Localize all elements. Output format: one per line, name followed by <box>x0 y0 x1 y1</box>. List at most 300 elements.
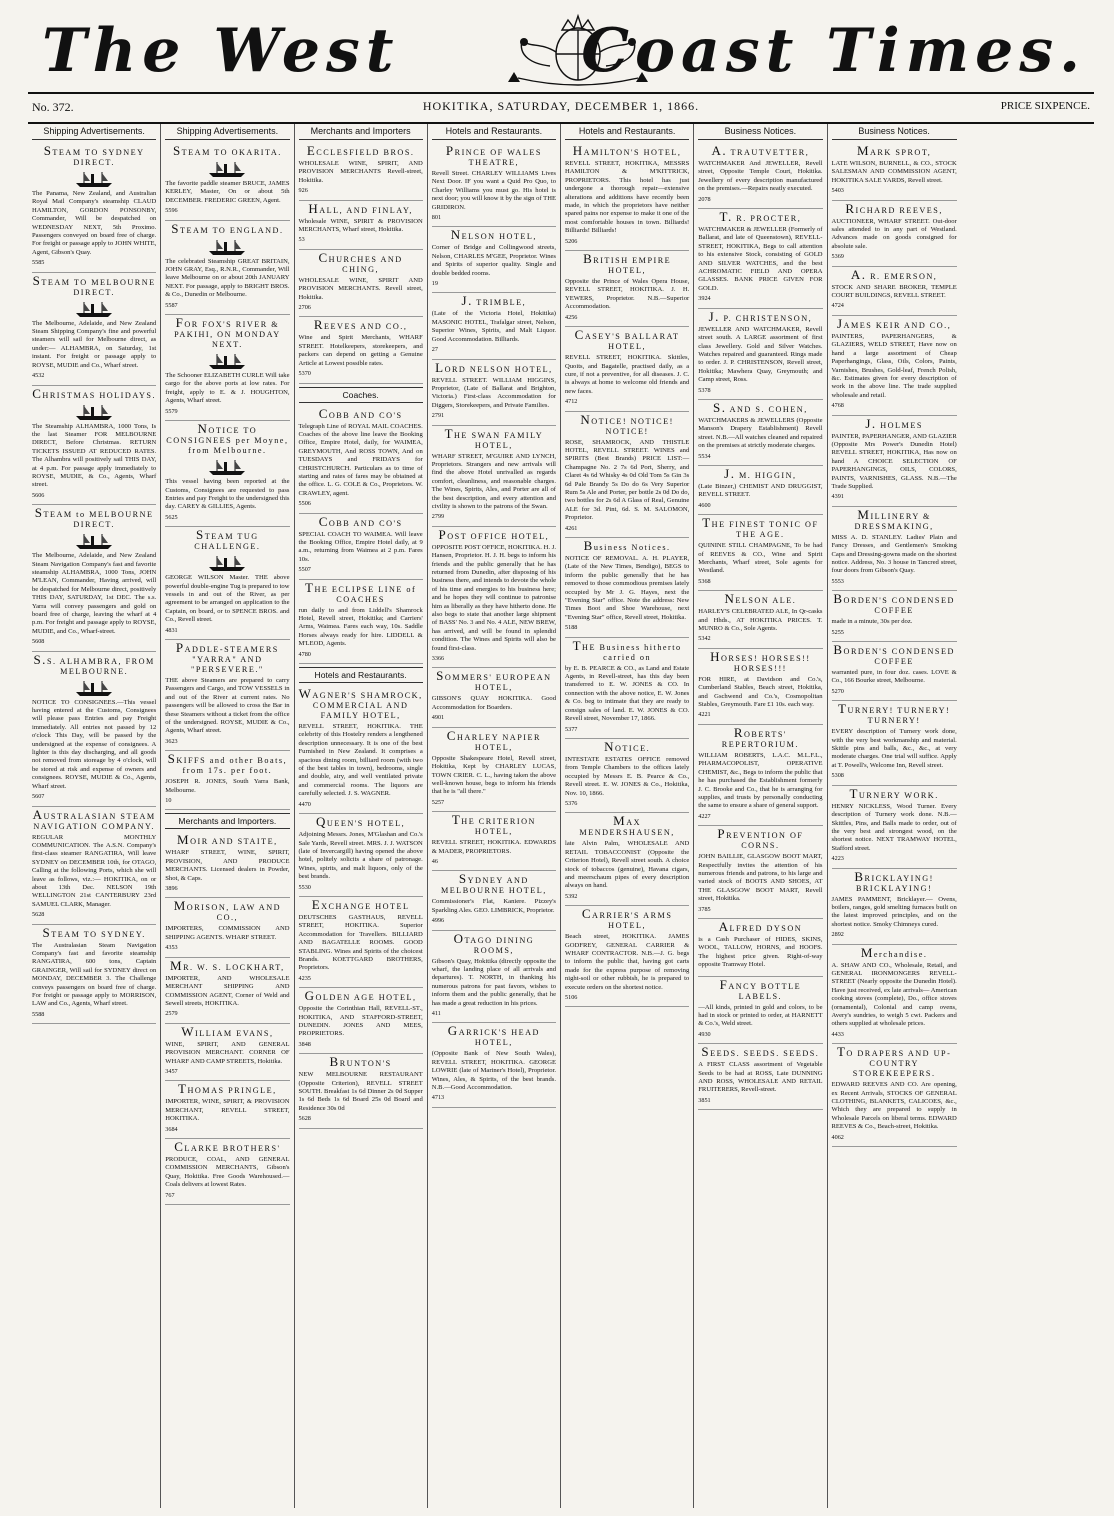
ad-number: 5370 <box>298 370 311 378</box>
ad-number: 5308 <box>831 772 844 780</box>
ad-body: Opposite the Corinthian Hall, REVELL-ST., HOKITIKA, AND STAFFORD-STREET, DUNEDIN. JONES AND MEES, PROPRIETORS. <box>298 1005 423 1038</box>
ad-title: REEVES AND CO., <box>313 317 408 333</box>
ad-body: QUININE STILL CHAMPAGNE, To be had of REEVES & CO., Wine and Spirit Merchants, Wharf street, Sole agents for Westland. <box>698 542 823 575</box>
ad-footer <box>832 931 957 939</box>
ad-number: 4780 <box>298 650 311 658</box>
advertisement <box>698 977 822 1045</box>
ad-body: (Late of the Victoria Hotel, Hokitika) MASONIC HOTEL, Trafalgar street, Nelson, Superior Wines, Spirits, and Malt Liquor. Good Accommodation. Billiards. <box>431 310 556 343</box>
advertisement <box>565 143 689 251</box>
advertisement <box>165 527 289 640</box>
ad-body: IMPORTER, AND WHOLESALE MERCHANT SHIPPING AND COMMISSION AGENT, Corner of Weld and Sewell streets, HOKITIKA. <box>165 974 290 1007</box>
ad-footer <box>565 726 689 734</box>
column-heading: Hotels and Restaurants. <box>432 124 556 140</box>
advertisement <box>432 871 556 930</box>
ad-title: BRITISH EMPIRE HOTEL, <box>583 251 672 276</box>
ad-body: DEUTSCHES GASTHAUS, REVELL STREET, HOKITIKA. Superior Accommodation for Travellers. BILLIARD AND BAGATELLE ROOMS. GOOD STABLING. Wines and Spirits of the choicest Brands. KOETTGARD BROTHERS, Proprietors. <box>298 913 423 972</box>
ad-body: AUCTIONEER, WHARF STREET. Out-door sales attended to in any part of Westland. Advances made on goods consigned for absolute sale. <box>831 217 957 250</box>
ad-footer <box>165 797 289 805</box>
advertisement <box>165 143 289 221</box>
ad-footer <box>32 492 156 500</box>
advertisement <box>165 315 289 421</box>
advertisement <box>832 642 957 701</box>
advertisement <box>832 786 957 869</box>
advertisement <box>432 227 556 293</box>
advertisement <box>565 813 689 906</box>
advertisement <box>432 143 556 227</box>
ad-body: IMPORTERS, COMMISSION AND SHIPPING AGENTS. WHARF STREET. <box>165 925 290 941</box>
ad-footer <box>698 1031 822 1039</box>
ad-body: REVELL STREET, HOKITIKA. Skittles, Quoits, and Bagatelle, practised daily, as a cure, if not a preventive, for all diseases. J. C. is always at home to welcome old friends and new faces. <box>565 354 690 395</box>
ad-title: S. AND S. COHEN, <box>712 399 808 415</box>
advertisement <box>565 906 689 1007</box>
column-7 <box>828 124 961 1508</box>
ad-footer <box>565 994 689 1002</box>
column-5 <box>561 124 694 1508</box>
ad-footer <box>698 502 822 510</box>
ad-body: by E. B. PEARCE & CO., as Land and Estate Agents, in Revell-street, has this day been transferred to E. W. JONES & CO. In connection with the above notice, E. W. Jones & Co. beg to intimate that they are ready to consign sales of land. E. W. JONES & CO. Revell street, November 17, 1866. <box>565 664 690 723</box>
dateline <box>28 92 1094 124</box>
ad-number: 5368 <box>698 577 711 585</box>
advertisement <box>32 505 156 651</box>
advertisement <box>832 591 957 642</box>
ad-body: WATCHMAKERS & JEWELLERS (Opposite Manson's Drapery Establishment) Revell street. N.B.—All watches cleaned and repaired on the premises at strictly moderate charges. <box>698 416 823 450</box>
ad-number: 4353 <box>165 944 178 952</box>
ad-number: 5587 <box>165 301 178 309</box>
ad-footer <box>165 207 289 215</box>
ad-title: FOR FOX'S RIVER & PAKIHI, ON MONDAY NEXT. <box>174 315 281 350</box>
advertisement <box>299 317 423 383</box>
ad-footer <box>832 187 957 195</box>
advertisement <box>32 143 156 273</box>
ad-number: 5377 <box>565 725 578 733</box>
ad-number: 3851 <box>698 1096 711 1104</box>
steamship-icon <box>74 532 114 550</box>
ad-footer <box>698 453 822 461</box>
advertisement <box>299 686 423 814</box>
advertisement <box>299 143 423 201</box>
ad-footer <box>299 651 423 659</box>
ad-title: WAGNER'S SHAMROCK, COMMERCIAL AND FAMILY HOTEL, <box>298 686 423 721</box>
ad-body: PAINTER, PAPERHANGER, AND GLAZIER (Opposite Mrs Power's Dunedin Hotel) REVELL STREET, HOKITIKA, Has now on hand A CHOICE SELECTION OF PAPERHANGINGS, OILS, COLORS, PAINTS, VARNISHES, GLASS. N.B.—The Trade Supplied. <box>831 432 957 490</box>
ad-title: HAMILTON'S HOTEL, <box>572 143 682 158</box>
advertisement <box>832 316 957 416</box>
ad-number: 5534 <box>698 452 711 460</box>
advertisement <box>299 814 423 897</box>
advertisement <box>432 293 556 359</box>
ad-footer <box>832 1031 957 1039</box>
masthead-title-left: The West <box>42 16 400 86</box>
column-4 <box>428 124 561 1508</box>
ad-title: NOTICE TO CONSIGNEES per Moyne, from Melbourne. <box>166 421 289 456</box>
ad-title: PRINCE OF WALES THEATRE, <box>445 143 542 167</box>
ad-number: 926 <box>298 187 308 195</box>
advertisement <box>565 638 689 739</box>
ad-footer <box>32 638 156 646</box>
ad-number: 5392 <box>565 892 578 900</box>
advertisement <box>698 400 822 466</box>
ad-number: 4712 <box>565 398 578 406</box>
advertisement <box>565 251 689 327</box>
ad-footer <box>165 944 289 952</box>
ad-footer <box>165 1010 289 1018</box>
ad-title: MOIR AND STAITE, <box>177 832 278 848</box>
advertisement <box>832 201 957 267</box>
ad-body: REVELL STREET, HOKITIKA, MESSRS HAMILTON & M'KITTRICK, PROPRIETORS. This hotel has just undergone a thorough repair—extensive alterations and additions have recently been made, in which the proprietors have neither spared pains nor expense to make it one of the most comfortable houses in town. Billiards! Billiards! Billiards! <box>565 160 690 235</box>
ad-title: SKIFFS and other Boats, from 17s. per foot. <box>167 751 288 776</box>
ad-number: 5588 <box>32 1010 45 1018</box>
advertisement <box>432 668 556 727</box>
ad-footer <box>299 187 423 195</box>
advertisement <box>299 988 423 1054</box>
ad-number: 3924 <box>698 295 711 303</box>
ad-number: 3896 <box>165 885 178 893</box>
ad-body: WHOLESALE WINE, SPIRIT, AND PROVISION MERCHANTS Revell-street, Hokitika. <box>298 160 423 184</box>
issue-number: No. 372. <box>32 100 74 114</box>
ad-title: TURNERY! TURNERY! TURNERY! <box>838 701 951 726</box>
ad-footer <box>432 214 556 222</box>
ad-title: EXCHANGE HOTEL <box>311 896 410 912</box>
advertisement <box>32 925 156 1025</box>
ad-title: MILLINERY & DRESSMAKING, <box>854 506 934 531</box>
ad-number: 4470 <box>298 800 311 808</box>
ad-body: WATCHMAKER And JEWELLER, Revell street, Opposite Temple Court, Hokitika. Jewellery of every description manufactured on the premises.—Repairs neatly executed. <box>698 160 823 193</box>
ad-number: 5585 <box>32 259 45 267</box>
advertisement <box>698 209 822 309</box>
ad-title: TURNERY WORK. <box>849 785 939 801</box>
ad-footer <box>299 566 423 574</box>
ad-number: 19 <box>431 280 438 288</box>
ad-footer <box>432 1094 556 1102</box>
ad-body: HENRY NICKLESS, Wood Turner. Every description of Turnery work done. N.B.—Skittles, Pins, and Balls made to order, out of the very best and strongest wood, on the shortest notice. NEXT TRAMWAY HOTEL, Stafford street. <box>831 802 957 852</box>
advertisement <box>832 507 957 591</box>
ad-footer <box>565 314 689 322</box>
ad-title: Merchandise. <box>860 944 928 960</box>
ad-footer <box>432 1010 556 1018</box>
ad-number: 5596 <box>165 207 178 215</box>
ad-body: NOTICE OF REMOVAL. A. H. PLAYER, (Late of the New Times, Bendigo), BEGS to inform the public generally that he has removed to those commodious premises lately occupied by Mr J. G. Hayes, next the "Evening Star" office. Note the address: New Times Boot and Shoe Warehouse, next "Evening Star" office, Revell street, Hokitika. <box>565 555 690 621</box>
ad-body: A. SHAW AND CO., Wholesale, Retail, and GENERAL IRONMONGERS REVELL-STREET (Nearly opposite the Dunedin Hotel). Have just received, ex late arrivals— American cooking stoves (complete), Do., office stoves (ornamental), Colonial and camp ovens, Avery's sundries, to weigh 5 cwt. Packers and others supplied at wholesale prices. <box>831 961 957 1028</box>
ad-number: 4901 <box>431 714 445 722</box>
ad-body: is a Cash Purchaser of HIDES, SKINS, WOOL, TALLOW, HORNS, and HOOFS. The highest price given. Right-of-way opposite Tramway Hotel. <box>698 935 823 969</box>
column-heading: Business Notices. <box>698 124 822 140</box>
ad-body: HARLEY'S CELEBRATED ALE, In Qr-casks and Hhds., AT HOKITIKA PRICES. T. MUNRO & Co., Sole Agents. <box>698 608 823 633</box>
ad-body: NOTICE TO CONSIGNEES.—This vessel having entered at the Customs, Consignees will please pass Entries and pay Freight immediately. All entries not passed by 12 o'clock This Day, will be passed by the undersigned at the expense of consignees. A lighter is this day discharging, and all goods not removed from storeage by 4 o'clock, will be stored at risk and expense of owners and consignees. ROYSE, MUDIE & Co., Agents, Wharf street. <box>32 698 157 790</box>
ad-footer <box>432 280 556 288</box>
advertisement <box>698 466 822 515</box>
ad-body: REGULAR MONTHLY COMMUNICATION. The A.S.N. Company's first-class steamer RANGATIRA, Will leave SYDNEY on DECEMBER 10th, for OTAGO, Calling at the following Ports, which she will leave as follows, viz.:— HOKITIKA, on or about 13th Dec. NELSON 19th WELLINGTON 21st CANTERBURY 23rd SAMUEL CLARK, Manager. <box>32 833 157 908</box>
advertisement <box>165 1024 289 1082</box>
ad-number: 5530 <box>298 883 311 891</box>
advertisement <box>432 426 556 527</box>
advertisement <box>299 514 423 580</box>
ad-title: GOLDEN AGE HOTEL, <box>304 988 417 1004</box>
ad-title: STEAM TO SYDNEY. <box>42 924 146 940</box>
ad-number: 4221 <box>698 711 711 719</box>
ad-title: NELSON HOTEL, <box>450 227 537 243</box>
ad-title: STEAM TO OKARITA. <box>172 143 282 158</box>
ad-footer <box>299 1041 423 1049</box>
advertisement <box>698 515 822 591</box>
ad-body: EVERY description of Turnery work done, with the very best workmanship and material. Skittle pins and balls, &c., &c., at very moderate charges. One trial will suffice. Apply at T. Powell's, Welcome Inn, Revell street. <box>831 728 957 769</box>
ad-footer <box>565 800 689 808</box>
ad-title: OTAGO DINING ROOMS, <box>453 930 535 955</box>
ad-body: Revell Street. CHARLEY WILLIAMS Lives Next Door. IF you want a Quid Pro Quo, to Charley Williams you must go. His hotel is next door; you will know it by the sign of THE GRIDIRON. <box>431 170 556 211</box>
advertisement <box>165 958 289 1024</box>
advertisement <box>698 725 822 826</box>
ad-title: S.S. ALHAMBRA, FROM MELBOURNE. <box>33 651 155 676</box>
advertisement <box>32 386 156 506</box>
advertisement <box>299 406 423 514</box>
ad-title: BRICKLAYING! BRICKLAYING! <box>854 868 934 893</box>
advertisement <box>832 416 957 507</box>
ad-number: 5255 <box>831 628 844 636</box>
ad-footer <box>432 917 556 925</box>
ad-footer <box>432 513 556 521</box>
ad-number: 5606 <box>32 491 45 499</box>
ad-footer <box>832 493 957 501</box>
ad-title: SEEDS. SEEDS. SEEDS. <box>701 1044 820 1060</box>
ad-body: Opposite Shakespeare Hotel, Revell street, Hokitika, Kept by CHARLEY LUCAS, TOWN CRIER. C. L., having taken the above well-known house, begs to inform his friends that he is "all there." <box>431 754 556 796</box>
ad-title: CHRISTMAS HOLIDAYS. <box>32 385 156 401</box>
steamship-icon <box>74 170 114 188</box>
ad-number: 53 <box>298 236 305 244</box>
ad-body: REVELL STREET, HOKITIKA. THE celebrity of this Hostelry renders a lengthened description unnecessary. It is one of the best Furnished in New Zealand. It comprises a spacious dining room, billiard room (with two of the best tables in town), bedrooms, single and double, airy, and well ventilated private and commercial rooms. The liquors are carefully selected. J. S. WAGNER. <box>298 723 423 798</box>
column-heading: Merchants and Importers <box>299 124 423 140</box>
ad-footer <box>32 911 156 919</box>
column-heading: Hotels and Restaurants. <box>565 124 689 140</box>
ad-number: 4261 <box>565 524 578 532</box>
ad-title: J. P. CHRISTENSON, <box>708 308 813 324</box>
steamship-icon <box>74 403 114 421</box>
advertisement <box>165 832 289 898</box>
ad-footer <box>299 884 423 892</box>
advertisement <box>299 250 423 318</box>
ad-body: The Schooner ELIZABETH CURLE Will take cargo for the above ports at low rates. For freight, apply to E. & J. HOUGHTON, Agents, Wharf street. <box>165 372 290 405</box>
ad-number: 5369 <box>831 253 844 261</box>
ad-body: GEORGE WILSON Master. THE above powerful double-engine Tug is prepared to tow vessels in and out of the River, as per agreement to be arranged on application to the Captain, on board, or to SPENCE BROS. and Co., Revell street. <box>165 574 290 624</box>
ad-body: The Melbourne, Adelaide, and New Zealand Steam Shipping Company's fine and powerful steamers will sail for Melbourne direct, as under:— ALHAMBRA, on Saturday, 1st instant. For freight or passage apply to ROYSE, MUDIE and Co., Wharf street. <box>32 319 157 369</box>
masthead <box>28 10 1094 90</box>
ad-footer <box>32 372 156 380</box>
ad-number: 5188 <box>565 624 578 632</box>
ad-title: CHARLEY NAPIER HOTEL, <box>446 727 541 752</box>
ad-title: BORDEN'S CONDENSED COFFEE <box>833 591 955 616</box>
ad-footer <box>832 402 957 410</box>
ad-footer <box>832 302 957 310</box>
ad-title: BRUNTON'S <box>329 1054 392 1070</box>
ad-body: Telegraph Line of ROYAL MAIL COACHES. Coaches of the above line leave the Booking Office, Empire Hotel, daily, for WAIMEA, GREYMOUTH, And ROSS TOWN, And on TUESDAYS and FRIDAYS for CHRISTCHURCH. Particulars as to time of starting and rates of fares may be obtained at the office. L. G. COLE & Co., Proprietors. W. CRAWLEY, agent. <box>298 422 423 497</box>
ad-footer <box>698 635 822 643</box>
ad-body: STOCK AND SHARE BROKER, TEMPLE COURT BUILDINGS, REVELL STREET. <box>831 283 957 300</box>
steamship-icon <box>207 458 247 476</box>
ad-body: ROSE, SHAMROCK, AND THISTLE HOTEL, REVELL STREET. WINES and SPIRITS (Best Brands) PRICE LIST:— Champagne No. 2 7s 6d Port, Sherry, and Claret 4s 6d Whisky 4s 0d Old Tom 5s Gin 3s 6d Pale Brandy 5s Do do 6s Very Superior Rum 5s Ale and Porter, per bottle 2s 0d Do do, two bottles for 2s 6d A Glass of Real, Genuine ALE for 3d. Pint, 6d. S. M. SALOMON, Proprietor. <box>565 438 690 522</box>
ad-footer <box>165 1068 289 1076</box>
section-heading: Hotels and Restaurants. <box>299 667 423 683</box>
steamship-icon <box>207 160 247 178</box>
ad-footer <box>165 1126 289 1134</box>
ad-number: 4930 <box>698 1030 711 1038</box>
ad-footer <box>832 772 957 780</box>
ad-title: WILLIAM EVANS, <box>181 1023 274 1039</box>
ad-number: 4256 <box>565 313 578 321</box>
ad-number: 4600 <box>698 501 711 509</box>
ad-title: TO DRAPERS AND UP-COUNTRY STOREKEEPERS. <box>836 1044 952 1079</box>
ad-body: EDWARD REEVES AND CO. Are opening, ex Recent Arrivals, STOCKS OF GENERAL CLOTHING, BLANKETS, CALICOES, &c., Which they are prepared to supply in Wholesale Parcels on liberal terms. EDWARD REEVES & Co., Beach-street, Hokitika. <box>831 1081 957 1131</box>
ad-number: 4235 <box>298 974 311 982</box>
ad-title: SYDNEY AND MELBOURNE HOTEL, <box>440 871 547 896</box>
advertisement <box>432 728 556 812</box>
ad-number: 27 <box>431 346 438 354</box>
advertisement <box>832 1044 957 1147</box>
ad-body: made in a minute, 30s per doz. <box>831 618 913 626</box>
ad-number: 2579 <box>165 1010 178 1018</box>
ad-footer <box>565 624 689 632</box>
ad-body: LATE WILSON, BURNELL, & CO., STOCK SALESMAN AND COMMISSION AGENT, HOKITIKA SALE YARDS, Revell street. <box>831 160 957 184</box>
ad-title: MARK SPROT, <box>856 143 932 158</box>
ad-footer <box>32 793 156 801</box>
ad-number: 10 <box>165 797 172 805</box>
ad-footer <box>698 295 822 303</box>
ad-body: Beach street, HOKITIKA. JAMES GODFREY, GENERAL CARRIER & WHARF CONTRACTOR. N.B.—J. G. begs to inform the public that, having got carts made for the express purpose of removing night-soil or other rubbish, he is prepared to execute orders on the shortest notice. <box>565 933 690 991</box>
ad-number: 4532 <box>32 372 45 380</box>
ad-title: STEAM TO SYDNEY DIRECT. <box>43 143 145 167</box>
advertisement <box>165 221 289 315</box>
ad-number: 4062 <box>831 1133 844 1141</box>
ad-number: 5625 <box>165 513 178 521</box>
ad-body: INTESTATE ESTATES OFFICE removed from Temple Chambers to the offices lately occupied by Messrs E. B. Pearce & Co., Revell street. E. W. JONES & Co., Hokitika, Nov. 10, 1866. <box>565 755 690 797</box>
ad-number: 767 <box>165 1191 175 1199</box>
ad-footer <box>698 387 822 395</box>
ad-body: REVELL STREET. WILLIAM HIGGINS, Proprietor, (Late of Ballarat and Brighton, Victoria.) First-class Accommodation for Diggers, Storekeepers, and Private Families. <box>431 376 556 409</box>
ad-number: 5403 <box>831 187 844 195</box>
ad-footer <box>299 236 423 244</box>
ad-title: CASEY'S BALLARAT HOTEL, <box>574 327 680 352</box>
ad-title: J. HOLMES <box>865 415 923 431</box>
steamship-icon <box>207 352 247 370</box>
advertisement <box>698 649 822 725</box>
ad-title: JAMES KEIR AND CO., <box>836 315 952 331</box>
ad-footer <box>165 885 289 893</box>
ad-number: 5376 <box>565 799 578 807</box>
ad-footer <box>299 1115 423 1123</box>
ad-footer <box>299 370 423 378</box>
ad-number: 4724 <box>831 302 844 310</box>
ad-body: PAINTERS, PAPERHANGERS, & GLAZIERS, WELD STREET, Have now on hand a large assortment of Cheap Paperhangings, Glass, Oils, Colors, Paints, Varnishes, Brushes, Gold-leaf, French Polish, &c. Estimates given for every description of work in the above line. The trade supplied wholesale and retail. <box>831 332 957 399</box>
advertisement <box>565 412 689 538</box>
ad-title: HALL, AND FINLAY, <box>308 200 413 216</box>
column-6 <box>694 124 827 1508</box>
advertisement <box>565 327 689 411</box>
column-1 <box>28 124 161 1508</box>
steamship-icon <box>207 238 247 256</box>
ad-body: This vessel having been reported at the Customs, Consignees are requested to pass Entries and pay Freight to the undersigned this day. CAREY & GILLIES, Agents. <box>165 478 290 511</box>
ad-title: COBB AND CO'S <box>318 405 403 421</box>
advertisement <box>565 739 689 813</box>
ad-title: SOMMERS' EUROPEAN HOTEL, <box>436 668 552 693</box>
ad-footer <box>32 1011 156 1019</box>
ad-footer <box>565 398 689 406</box>
ad-footer <box>832 253 957 261</box>
ad-body: GIBSON'S QUAY HOKITIKA. Good Accommodation for Boarders. <box>431 695 556 711</box>
ad-number: 801 <box>431 214 442 222</box>
ad-body: SPECIAL COACH TO WAIMEA. Will leave the Booking Office, Empire Hotel daily, at 9 a.m., returning from Waimea at 2 p.m. Fares 10s. <box>298 530 423 563</box>
ad-number: 5607 <box>32 793 45 801</box>
ad-title: ALFRED DYSON <box>718 918 803 934</box>
advertisement <box>832 143 957 201</box>
ad-title: CLARKE BROTHERS' <box>174 1138 281 1154</box>
ad-number: 5506 <box>298 500 311 508</box>
ad-title: GARRICK'S HEAD HOTEL, <box>447 1023 540 1048</box>
advertisement <box>299 897 423 988</box>
ad-body: late Alvin Palm, WHOLESALE AND RETAIL TOBACCONIST (Opposite the Criterion Hotel), Revell street south. A choice stock of tobaccos (genuine), Havana cigars, and meerschaum pipes of every description always on hand. <box>565 840 690 890</box>
ad-number: 411 <box>431 1010 441 1017</box>
ad-body: The Australasian Steam Navigation Company's fast and favorite steamship RANGATIRA, 600 tons, Captain GRAINGER, Will sail for SYDNEY direct on MONDAY, DECEMBER 3. The Challenge conveys passengers on board free of charge. For freight or passage apply to MORRISON, LAW and Co., Agents, Wharf street. <box>32 941 157 1008</box>
columns <box>28 124 1094 1508</box>
advertisement <box>165 751 289 810</box>
ad-footer <box>565 525 689 533</box>
date-line-text: HOKITIKA, SATURDAY, DECEMBER 1, 1866. <box>422 99 700 113</box>
ad-footer <box>299 304 423 312</box>
ad-footer <box>165 627 289 635</box>
advertisement <box>698 1044 822 1110</box>
ad-number: 4713 <box>431 1094 445 1102</box>
ad-number: 3785 <box>698 905 711 913</box>
ad-footer <box>165 302 289 310</box>
advertisement <box>299 201 423 250</box>
ad-footer <box>565 238 689 246</box>
ad-number: 5579 <box>165 407 178 415</box>
ad-body: The Melbourne, Adelaide, and New Zealand Steam Navigation Company's fast and favorite steamship ALHAMBRA, 1000 Tons, JOHN M'LEAN, Commander, Having arrived, will be despatched for Melbourne direct, positively THIS DAY, SATURDAY, 1st DEC. The s.s. Yarra will convey passengers and gold on board free of charge, leaving the wharf at 4 p.m. For freight and passage apply to ROYSE, MUDIE, and Co., Wharf-street. <box>32 552 157 635</box>
ad-number: 2791 <box>431 412 445 420</box>
ad-body: Wine and Spirit Merchants, WHARF STREET. Hotelkeepers, storekeepers, and packers can depend on getting a Genuine Article at Lowest possible rates. <box>298 334 423 367</box>
ad-body: PRODUCE, COAL, AND GENERAL COMMISSION MERCHANTS, Gibson's Quay, Hokitika. Free Goods Warehoused.—Coals delivers at lowest Rates. <box>165 1155 290 1189</box>
ad-title: PREVENTION OF CORNS. <box>717 826 804 851</box>
ad-body: Gibson's Quay, Hokitika (directly opposite the wharf, the landing place of all arrivals and departures). T. NORTH, in thanking his numerous patrons for past favors, wishes to inform them and the public generally, that he has made a great reduction in his prices. <box>431 957 556 1007</box>
ad-title: THOMAS PRINGLE, <box>178 1081 277 1097</box>
ad-title: THE SWAN FAMILY HOTEL, <box>444 425 544 450</box>
advertisement <box>698 919 822 977</box>
section-heading: Coaches. <box>299 387 423 403</box>
ad-body: —All kinds, printed in gold and colors, to be had in stock or printed to order, at HARNETT & Co.'s, Weld street. <box>698 1003 823 1028</box>
advertisement <box>432 1023 556 1107</box>
ad-title: T. R. PROCTER, <box>719 209 802 225</box>
ad-body: Opposite the Prince of Wales Opera House, REVELL STREET, HOKITIKA. J. H. YEWERS, Proprietor. N.B.—Superior Accommodation. <box>565 278 690 311</box>
ad-body: NEW MELBOURNE RESTAURANT (Opposite Criterion), REVELL STREET SOUTH. Breakfast 1s 6d Dinner 2s 0d Supper 1s 6d Beds 1s 6d Board 25s 0d Board and Residence 30s 0d <box>298 1071 423 1112</box>
ad-number: 5257 <box>431 798 445 806</box>
ad-body: THE above Steamers are prepared to carry Passengers and Cargo, and TOW VESSELS in and out of the River at current rates. No passengers will be allowed to cross the Bar in these Steamers without a ticket from the office of the undersigned. ROYSE, MUDIE & Co., Agents, Wharf street. <box>165 676 290 735</box>
ad-body: WILLIAM ROBERTS, L.A.C. M.L.F.L., PHARMACOPOLIST, OPERATIVE CHEMIST, &c., Begs to inform the public that he has purchased the Establishment formerly J. C. Brooke and Co., that he is arranging for supplies, and trusts by personally conducting the same to ensure a share of general support. <box>698 751 823 810</box>
ad-title: THE CRITERION HOTEL, <box>451 812 536 837</box>
ad-body: Corner of Bridge and Collingwood streets, Nelson, CHARLES M'GEE, Proprietor. Wines and Spirits of superior quality. Single and double bedded rooms. <box>431 244 556 277</box>
column-heading: Shipping Advertisements. <box>165 124 289 140</box>
ad-body: The Steamship ALHAMBRA, 1000 Tons, Is the last Steamer FOR MELBOURNE DIRECT, Before Christmas. RETURN TICKETS ISSUED AT REDUCED RATES. The Alhambra will positively sail THIS DAY, at 4 p.m. For passage apply immediately to ROYSE, MUDIE, & Co., Agents, Wharf street. <box>32 422 157 489</box>
ad-title: J. TRIMBLE, <box>461 293 527 309</box>
column-heading: Shipping Advertisements. <box>32 124 156 140</box>
ad-body: The Panama, New Zealand, and Australian Royal Mail Company's steamship CLAUD HAMILTON, GORDON PONSONBY, Commander, Will be despatched on WEDNESDAY NEXT, 5th Proximo. Passengers conveyed on board free of charge. For freight or passage apply to JOHN WHITE, Agent, Gibson's Quay. <box>32 190 157 256</box>
ad-number: 4391 <box>831 493 844 501</box>
ad-footer <box>698 711 822 719</box>
ad-title: AUSTRALASIAN STEAM NAVIGATION COMPANY. <box>32 806 156 831</box>
ad-body: WHARF STREET, M'GUIRE AND LYNCH, Proprietors. Strangers and new arrivals will find the above Hotel unrivalled as regards comfort, cleanliness, and reasonable charges. The Wines, Spirits, Ales, and Porter are all of the best description, and every attention and civility is shown to the patrons of the Swan. <box>431 452 556 510</box>
ad-title: A. TRAUTVETTER, <box>711 143 810 158</box>
advertisement <box>165 898 289 957</box>
ad-title: COBB AND CO'S <box>318 513 403 529</box>
ad-title: LORD NELSON HOTEL, <box>435 359 553 375</box>
ad-number: 4433 <box>831 1030 844 1038</box>
advertisement <box>698 591 822 649</box>
advertisement <box>32 273 156 386</box>
column-2 <box>161 124 294 1508</box>
